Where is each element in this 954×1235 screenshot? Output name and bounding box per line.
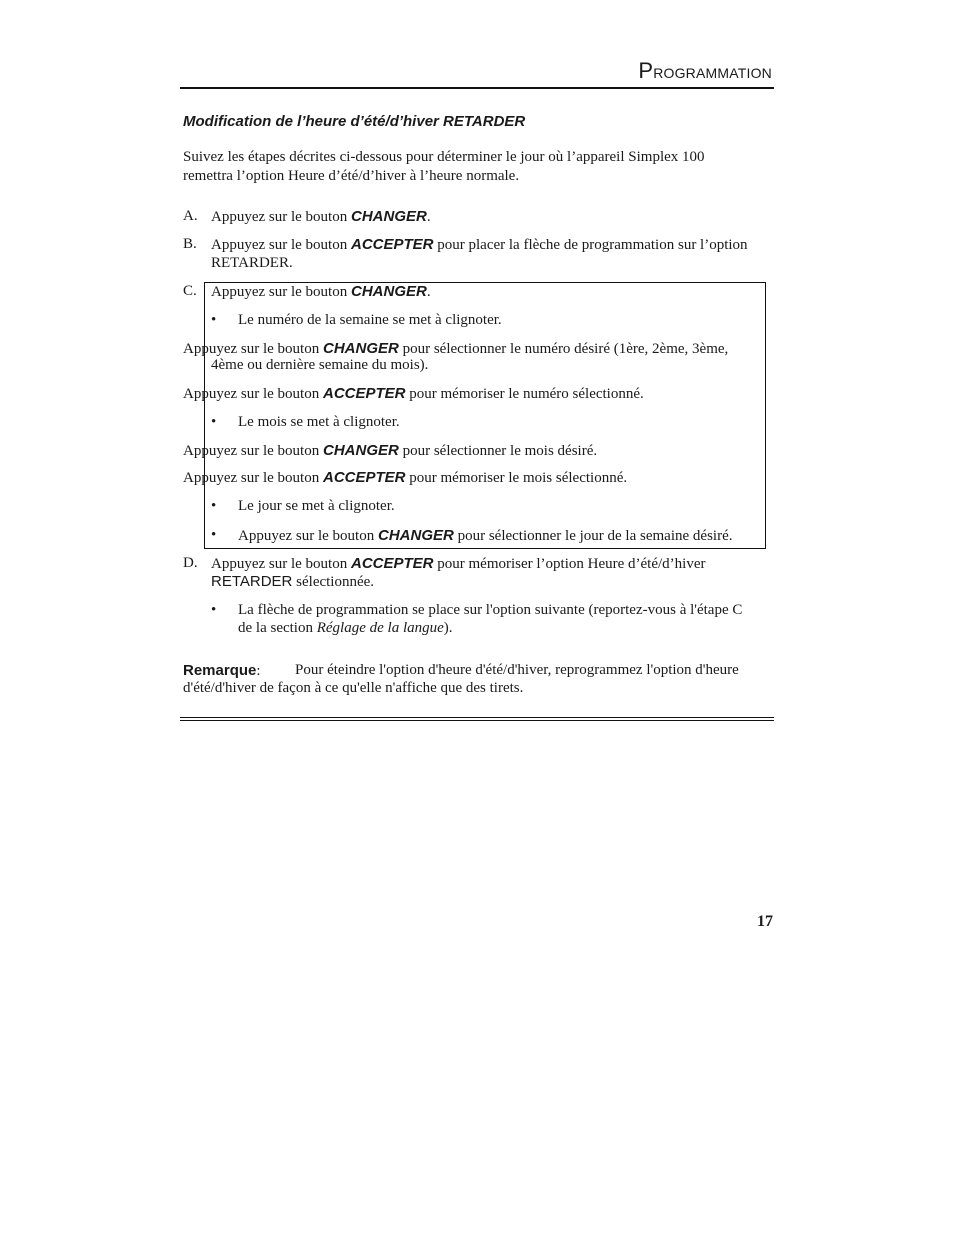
bullet-icon: • <box>211 527 217 543</box>
remark-label: Remarque: <box>183 662 261 679</box>
step-b-letter: B. <box>183 236 197 252</box>
step-b-line-2: RETARDER. <box>211 255 293 271</box>
section-reference: Réglage de la langue <box>316 620 444 636</box>
intro-paragraph <box>183 148 705 186</box>
intro-line-1: Suivez les étapes décrites ci-dessous pour déterminer le jour où l’appareil Simplex 100 <box>183 149 705 165</box>
section-title: Modification de l’heure d’été/d’hiver RETARDER <box>183 113 526 130</box>
page-header <box>638 58 772 84</box>
step-a-letter: A. <box>183 208 198 224</box>
step-c-text: Appuyez sur le bouton CHANGER. <box>211 283 431 300</box>
header-rule <box>180 87 774 89</box>
changer-button-ref: CHANGER <box>377 527 454 544</box>
step-c-bullet-3: Le jour se met à clignoter. <box>238 498 395 514</box>
page-number: 17 <box>757 913 773 930</box>
step-c-sub-1: Appuyez sur le bouton CHANGER pour sélectionner le numéro désiré (1ère, 2ème, 3ème, <box>183 340 729 357</box>
bullet-icon: • <box>211 602 217 618</box>
footer-rule-double <box>180 720 774 721</box>
bullet-icon: • <box>211 312 217 328</box>
header-title: ROGRAMMATION <box>653 65 772 81</box>
intro-line-2: remettra l’option Heure d’été/d’hiver à l’heure normale. <box>183 168 520 184</box>
step-d-line-2: RETARDER sélectionnée. <box>211 573 375 590</box>
changer-button-ref: CHANGER <box>350 208 427 225</box>
step-c-letter: C. <box>183 283 197 299</box>
step-d-text: Appuyez sur le bouton ACCEPTER pour mémoriser l’option Heure d’été/d’hiver <box>211 555 706 572</box>
accepter-button-ref: ACCEPTER <box>322 385 406 402</box>
footer-rule <box>180 717 774 718</box>
step-c-bullet-2: Le mois se met à clignoter. <box>238 414 400 430</box>
step-b-text: Appuyez sur le bouton ACCEPTER pour placer la flèche de programmation sur l’option <box>211 236 748 253</box>
changer-button-ref: CHANGER <box>322 340 399 357</box>
step-c-bullet-4: Appuyez sur le bouton CHANGER pour sélectionner le jour de la semaine désiré. <box>238 527 733 544</box>
bullet-icon: • <box>211 414 217 430</box>
step-c-sub-3: Appuyez sur le bouton CHANGER pour sélectionner le mois désiré. <box>183 442 598 459</box>
remark-text: Pour éteindre l'option d'heure d'été/d'hiver, reprogrammez l'option d'heure <box>295 662 739 678</box>
bullet-icon: • <box>211 498 217 514</box>
step-c-sub-4: Appuyez sur le bouton ACCEPTER pour mémoriser le mois sélectionné. <box>183 469 628 486</box>
step-d-bullet-line-2: de la section Réglage de la langue). <box>238 620 453 636</box>
accepter-button-ref: ACCEPTER <box>350 236 434 253</box>
step-d-letter: D. <box>183 555 198 571</box>
step-c-sub-2: Appuyez sur le bouton ACCEPTER pour mémoriser le numéro sélectionné. <box>183 385 644 402</box>
step-d-bullet-line-1: La flèche de programmation se place sur l'option suivante (reportez-vous à l'étape C <box>238 602 743 618</box>
step-c-bullet-1: Le numéro de la semaine se met à clignoter. <box>238 312 502 328</box>
changer-button-ref: CHANGER <box>350 283 427 300</box>
step-c-sub-1-line-2: 4ème ou dernière semaine du mois). <box>211 357 429 373</box>
changer-button-ref: CHANGER <box>322 442 399 459</box>
accepter-button-ref: ACCEPTER <box>322 469 406 486</box>
accepter-button-ref: ACCEPTER <box>350 555 434 572</box>
header-initial: P <box>638 58 654 83</box>
step-a-text: Appuyez sur le bouton CHANGER. <box>211 208 431 225</box>
remark-text-line-2: d'été/d'hiver de façon à ce qu'elle n'affiche que des tirets. <box>183 680 524 696</box>
